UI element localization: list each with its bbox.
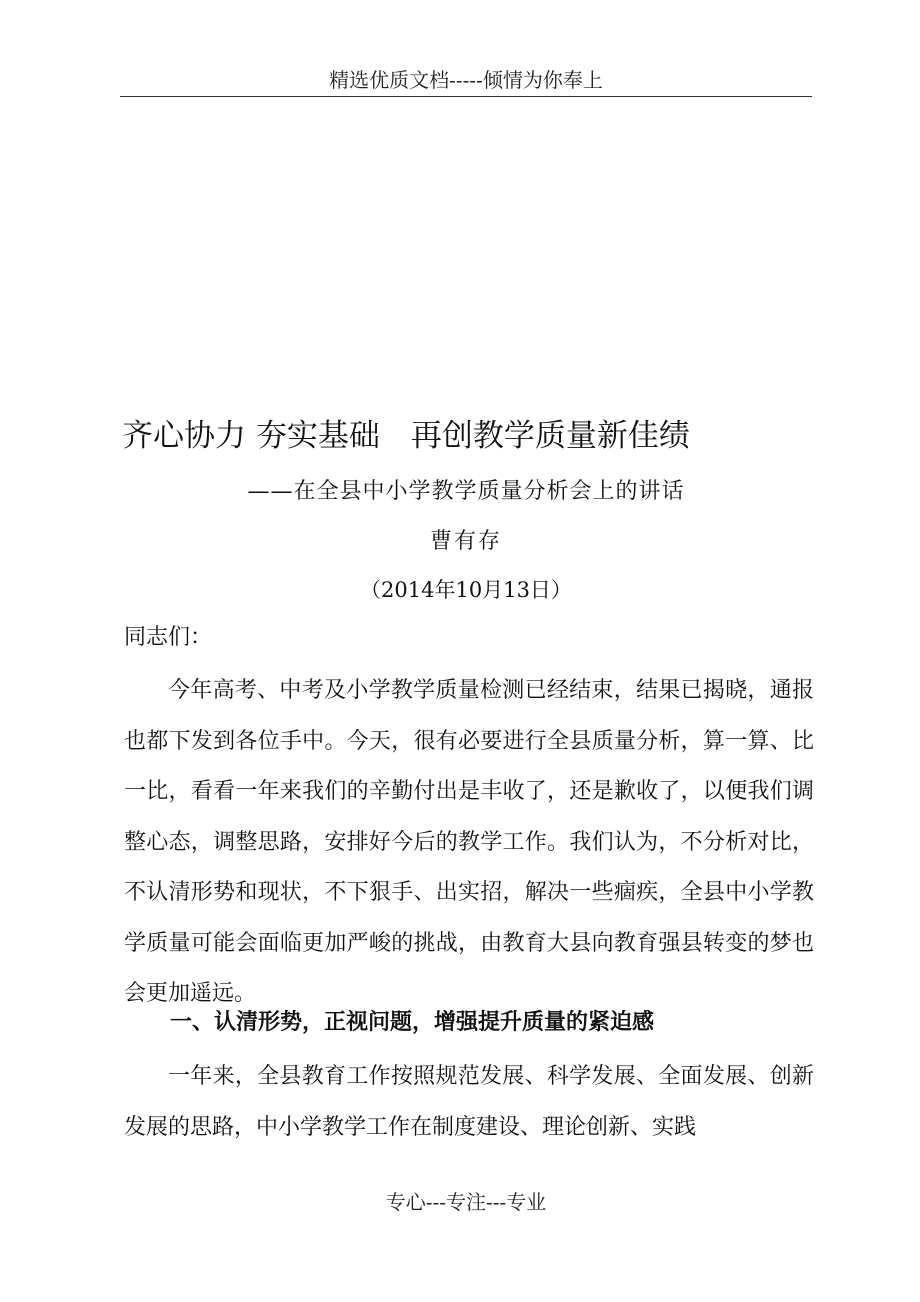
speech-date: （2014年10月13日） bbox=[360, 578, 572, 602]
section-heading-1: 一、认清形势，正视问题，增强提升质量的紧迫感 bbox=[170, 1010, 655, 1035]
page-footer: 专心---专注---专业 bbox=[385, 1190, 547, 1214]
document-subtitle: ——在全县中小学教学质量分析会上的讲话 bbox=[247, 479, 685, 504]
author-name: 曹有存 bbox=[429, 529, 502, 554]
body-paragraph-1: 今年高考、中考及小学教学质量检测已经结束，结果已揭晓，通报也都下发到各位手中。今天，很有必要进行全县质量分析，算一算、比一比，看看一年来我们的辛勤付出是丰收了，还是歉收了，以便我们调整心态，调整思路，安排好今后的教学工作。我们认为，不分析对比，不认清形势和现状，不下狠手、出实招，解决一些痼疾，全县中小学教学质量可能会面临更加严峻的挑战，由教育大县向教育强县转变的梦也会更加遥远。 bbox=[124, 678, 814, 1006]
body-paragraph-2: 一年来，全县教育工作按照规范发展、科学发展、全面发展、创新发展的思路，中小学教学工作在制度建设、理论创新、实践 bbox=[124, 1064, 814, 1140]
page-header: 精选优质文档-----倾情为你奉上 bbox=[329, 68, 603, 92]
header-divider bbox=[120, 96, 812, 97]
salutation: 同志们： bbox=[124, 625, 213, 650]
document-title: 齐心协力 夯实基础 再创教学质量新佳绩 bbox=[122, 418, 690, 454]
